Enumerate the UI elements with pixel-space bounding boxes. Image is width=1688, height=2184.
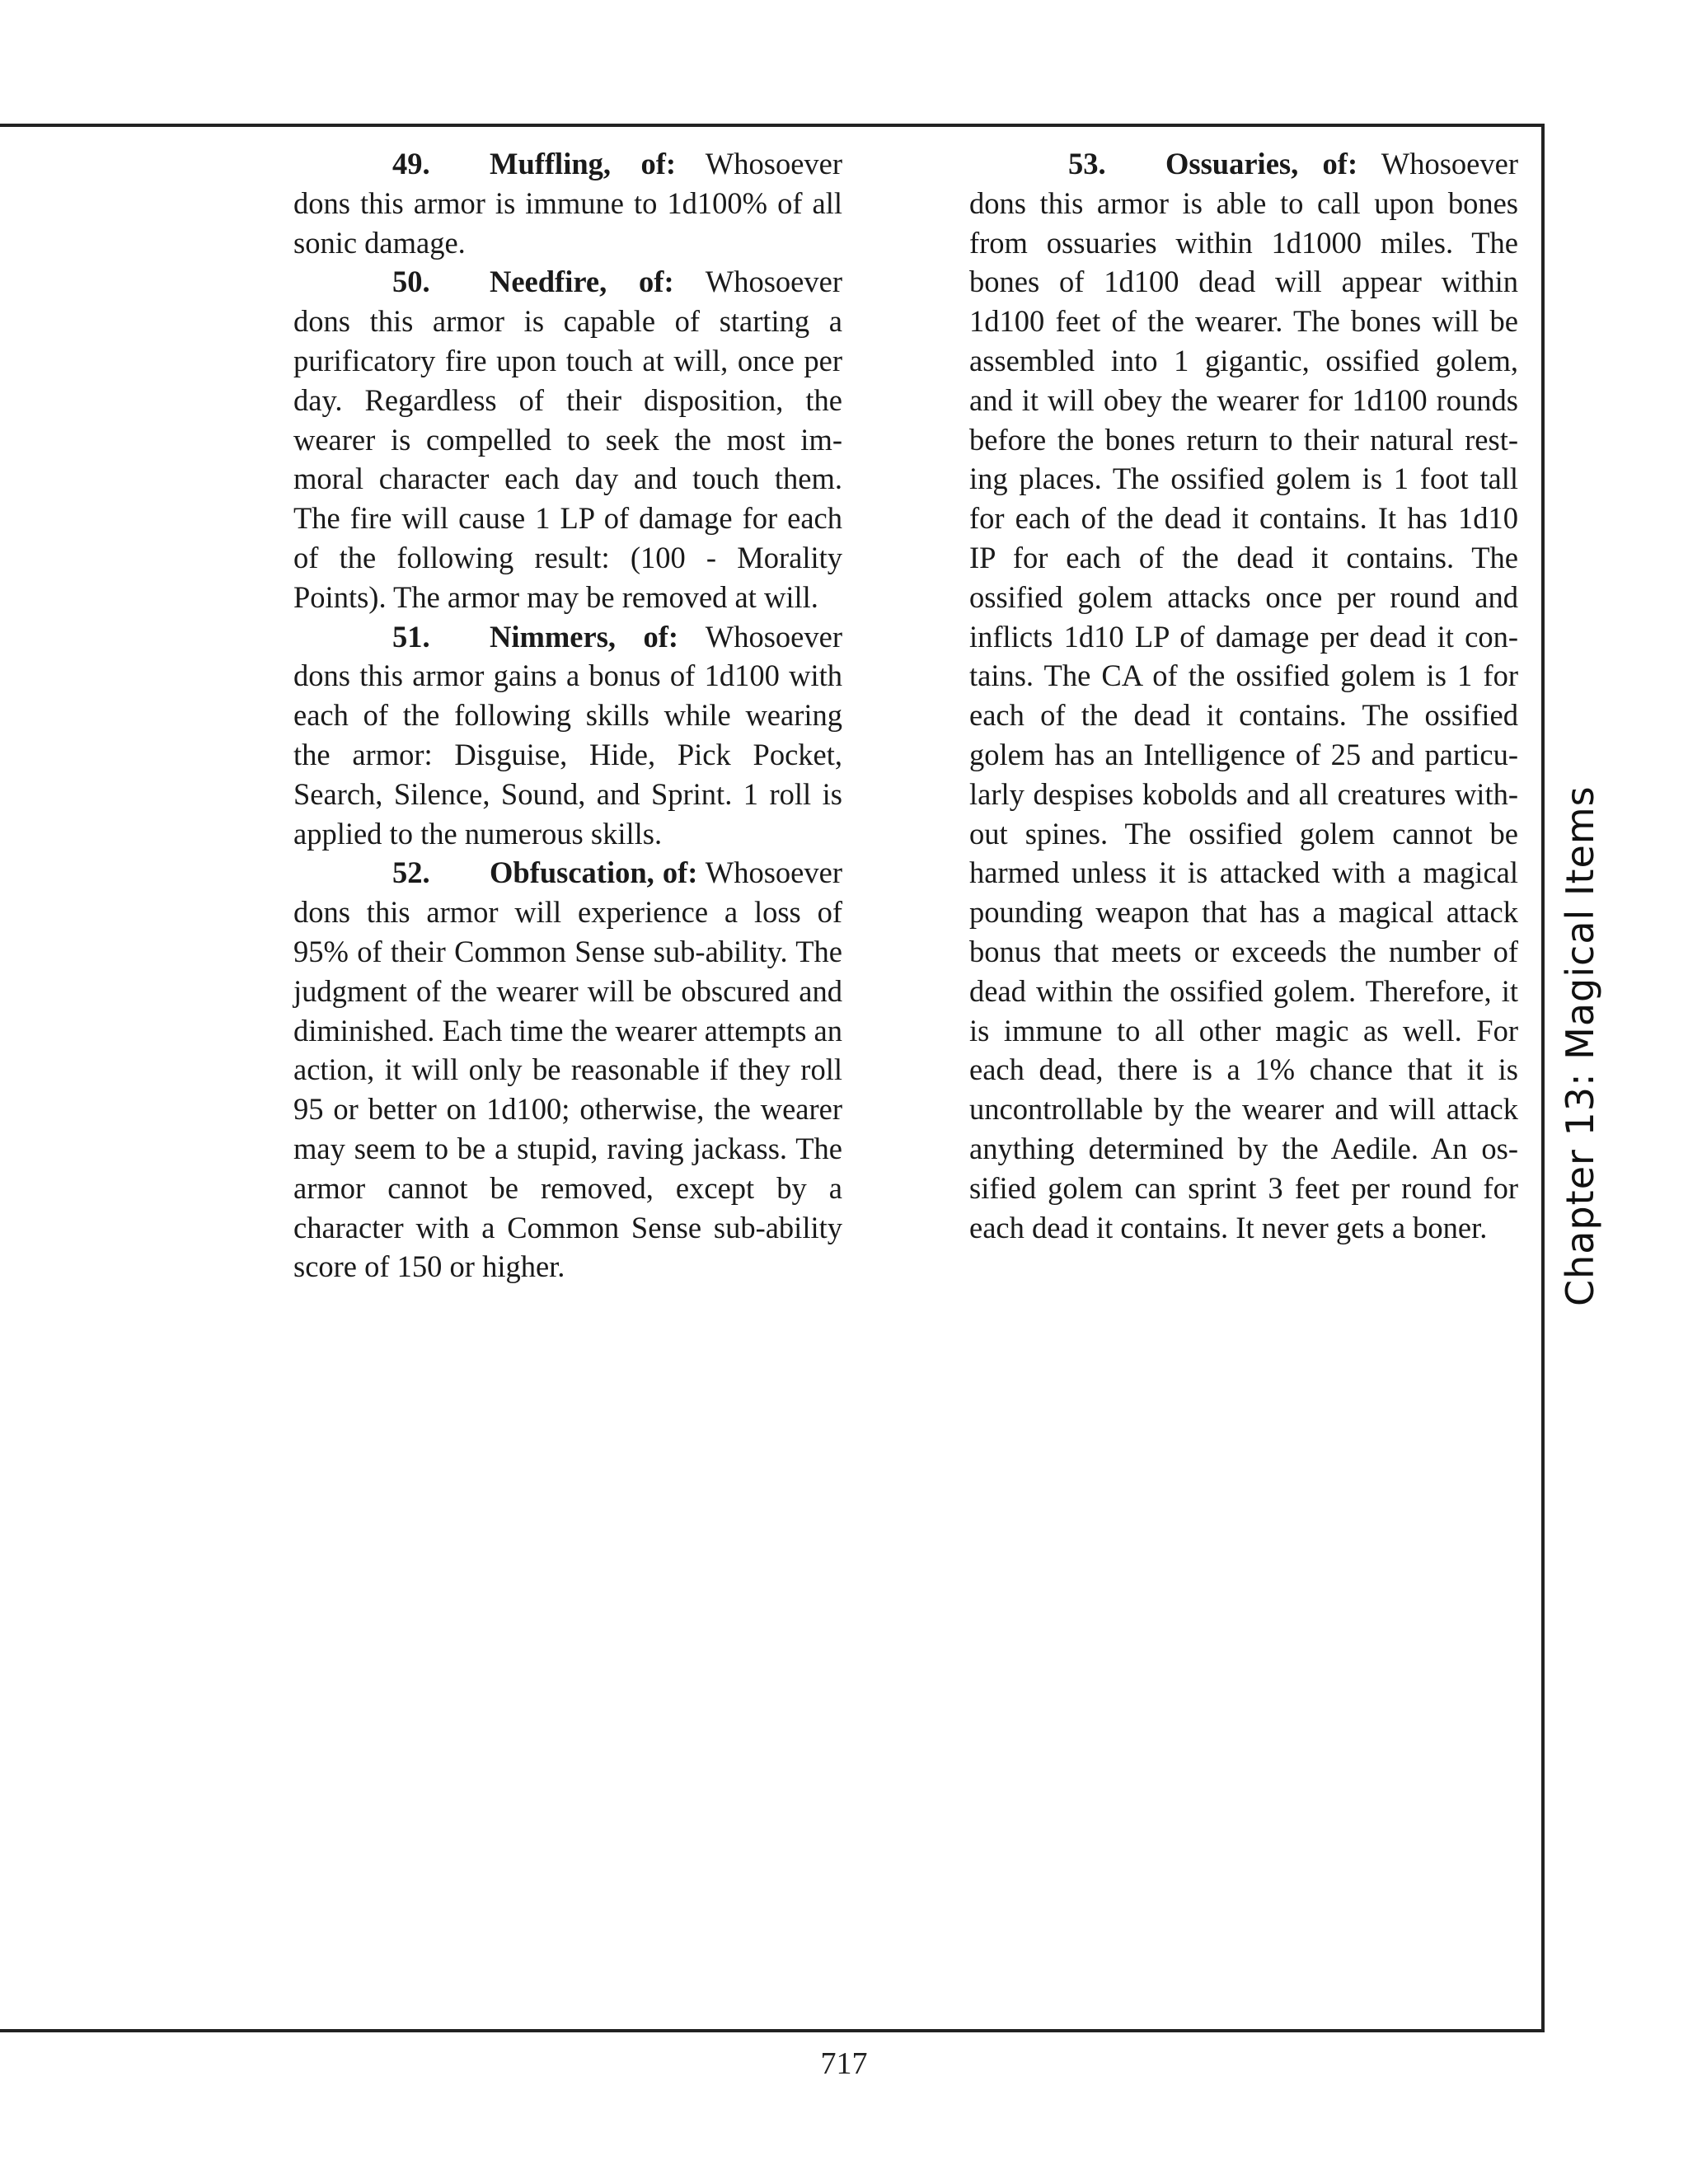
entry-name: Nimmers, of: [490, 619, 679, 654]
entry-50 [293, 262, 842, 616]
entry-51 [293, 617, 842, 854]
entry-name: Muffling, of: [490, 147, 677, 180]
entry-number: 50. [392, 265, 430, 299]
entry-text: Whosoever dons this armor gains a bonus of 1d100 with each of the following skills while wearing the armor: Disguise, Hide, Pick Pocket, Search, Silence, Sound, and Sprint. 1 roll is applied to the numerous skills. [293, 619, 842, 851]
page-frame-top-rule [0, 124, 1545, 127]
page-frame-bottom-rule [0, 2029, 1545, 2032]
left-column [293, 144, 842, 1286]
entry-name: Obfuscation, of: [490, 855, 698, 890]
page-frame-right-rule [1541, 124, 1545, 2032]
page-number: 717 [820, 2046, 868, 2081]
entry-number: 52. [392, 855, 430, 890]
chapter-sidebar-title: Chapter 13: Magical Items [1558, 785, 1602, 1306]
entry-53 [969, 144, 1518, 1247]
entry-number: 51. [392, 619, 430, 654]
entry-number: 53. [1068, 147, 1106, 180]
entry-text: Whosoever dons this armor is capable of starting a purificatory fire upon touch at will, once per day. Regardless of their disposition, the wearer is compelled to seek the most immoral character each day and touch them. The fire will cause 1 LP of damage for each of the following result: (100 - Morality Points). The armor may be removed at will. [293, 265, 842, 614]
entry-text: Whosoever dons this armor will experience a loss of 95% of their Common Sense sub-ability. The judgment of the wearer will be obscured and diminished. Each time the wearer attempts an action, it will only be reasonable if they roll 95 or better on 1d100; otherwise, the wearer may seem to be a stupid, raving jackass. The armor cannot be removed, except by a character with a Common Sense sub-ability score of 150 or higher. [293, 855, 842, 1284]
entry-text: Whosoever dons this armor is immune to 1d100% of all sonic damage. [293, 147, 842, 260]
right-column [969, 144, 1518, 1247]
entry-name: Ossuaries, of: [1165, 147, 1358, 180]
entry-49 [293, 144, 842, 262]
entry-number: 49. [392, 147, 430, 180]
entry-name: Needfire, of: [490, 265, 674, 299]
entry-text: Whosoever dons this armor is able to call upon bones from ossuaries within 1d1000 miles. The bones of 1d100 dead will appear within 1d100 feet of the wearer. The bones will be assembled into 1 gigantic, ossified golem, and it will obey the wearer for 1d100 rounds before the bones return to their natural resting places. The ossified golem is 1 foot tall for each of the dead it contains. It has 1d10 IP for each of the dead it contains. The ossified golem attacks once per round and inflicts 1d10 LP of damage per dead it contains. The CA of the ossified golem is 1 for each of the dead it contains. The ossified golem has an Intelligence of 25 and particularly despises kobolds and all creatures without spines. The ossified golem cannot be harmed unless it is attacked with a magical pounding weapon that has a magical attack bonus that meets or exceeds the number of dead within the ossified golem. Therefore, it is immune to all other magic as well. For each dead, there is a 1% chance that it is uncontrollable by the wearer and will attack anything determined by the Aedile. An ossified golem can sprint 3 feet per round for each dead it contains. It never gets a boner. [969, 147, 1518, 1244]
entry-52 [293, 853, 842, 1286]
